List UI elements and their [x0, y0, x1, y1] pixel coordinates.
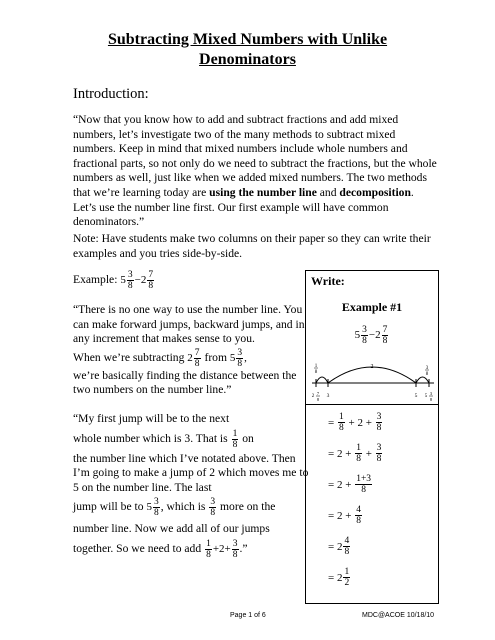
svg-text:8: 8 [425, 372, 429, 377]
footer-credit: MDC@ACOE 10/18/10 [362, 612, 435, 619]
intro-text-1: “Now that you know how to add and subtract fractions and add mixed numbers, let’s investigate two of the many methods to subtract mixed numbers. Keep in mind that mixed numbers include whole numbers and fractional parts, so not only do we need to subtract the fractions, but the whole numbers as well, just like when we added mixed numbers. The two methods that we’re learning today are [73, 113, 437, 199]
write-label: Write: [311, 274, 345, 288]
tick-label-5: 5 [414, 393, 418, 399]
step-3: = 2 + $\frac{1+3}{8}$ [328, 474, 372, 495]
title-line-2: Denominators [199, 51, 296, 68]
number-line-diagram [306, 359, 438, 403]
svg-text:8: 8 [316, 397, 320, 402]
subtract-sentence: When we’re subtracting 2 $\frac{7}{8}$ from 5 $\frac{3}{8}$ , [73, 347, 247, 369]
example-label: Example: [73, 273, 118, 287]
step-4: = 2 + $\frac{4}{8}$ [328, 505, 361, 526]
jump-arc-3 [416, 377, 429, 383]
svg-text:3: 3 [429, 391, 433, 396]
solution-steps [306, 405, 438, 593]
step-6: = 2 $\frac{1}{2}$ [328, 567, 350, 588]
tick-label-start: 2 [311, 394, 315, 399]
tick-label-end: 5 [424, 394, 428, 399]
example-expression: 5 $\frac{3}{8}$ −2 $\frac{7}{8}$ [120, 270, 154, 291]
title-line-1: Subtracting Mixed Numbers with Unlike [107, 31, 388, 48]
intro-bold-decomposition: decomposition [339, 185, 411, 199]
step-1: = $\frac{1}{8}$ + 2 + $\frac{3}{8}$ [328, 412, 382, 433]
svg-text:7: 7 [316, 391, 320, 396]
tick-label-3: 3 [326, 393, 330, 399]
intro-bold-number-line: using the number line [209, 185, 317, 199]
distance-text: we’re basically finding the distance between the two numbers on the number line.” [73, 368, 297, 397]
example-1-title: Example #1 [341, 300, 403, 314]
svg-text:8: 8 [314, 370, 318, 375]
jump-label-3: 3 [425, 366, 429, 371]
write-box-top [306, 271, 438, 405]
page-number: Page 1 of 6 [230, 612, 266, 619]
introduction-heading: Introduction: [73, 86, 149, 102]
step-5: = 2 $\frac{4}{8}$ [328, 536, 350, 557]
jump-label-1: 1 [314, 364, 318, 369]
write-column-box [305, 270, 439, 604]
step-2: = 2 + $\frac{1}{8}$ + $\frac{3}{8}$ [328, 443, 382, 464]
introduction-paragraph [73, 113, 438, 230]
explanation-text: “There is no one way to use the number line. You can make forward jumps, backward jumps, and in any increment that makes sense to you. [73, 303, 305, 346]
intro-text-2: and [316, 185, 340, 199]
jumps-explanation: “My first jump will be to the next whole number which is 3. That is $\frac{1}{8}$ on the number line which I’ve notated above. Then I’m going to make a jump of 2 which moves me to 5 on the number line. The last jump will be to 5 $\frac{3}{8}$ , which is $\frac{3}{8}$ more on the number line. Now we add all of our jumps together. So we need to add $\frac{1}{8}$ +2+ $\frac{3}{8}$ .” [73, 412, 309, 560]
teacher-note: Note: Have students make two columns on their paper so they can write their examples and you tries side-by-side. [73, 232, 431, 260]
example-line [73, 270, 155, 291]
intro-text-3: . Let’s use the number line first. Our first example will have common denominators.” [73, 185, 414, 229]
number-line-explanation [73, 303, 313, 398]
example-1-expression: 5 $\frac{3}{8}$ −2 $\frac{7}{8}$ [354, 325, 388, 346]
jump-arc-1 [316, 377, 328, 383]
jump-label-2: 2 [370, 364, 374, 370]
page-title [0, 30, 495, 70]
svg-text:8: 8 [429, 397, 433, 402]
